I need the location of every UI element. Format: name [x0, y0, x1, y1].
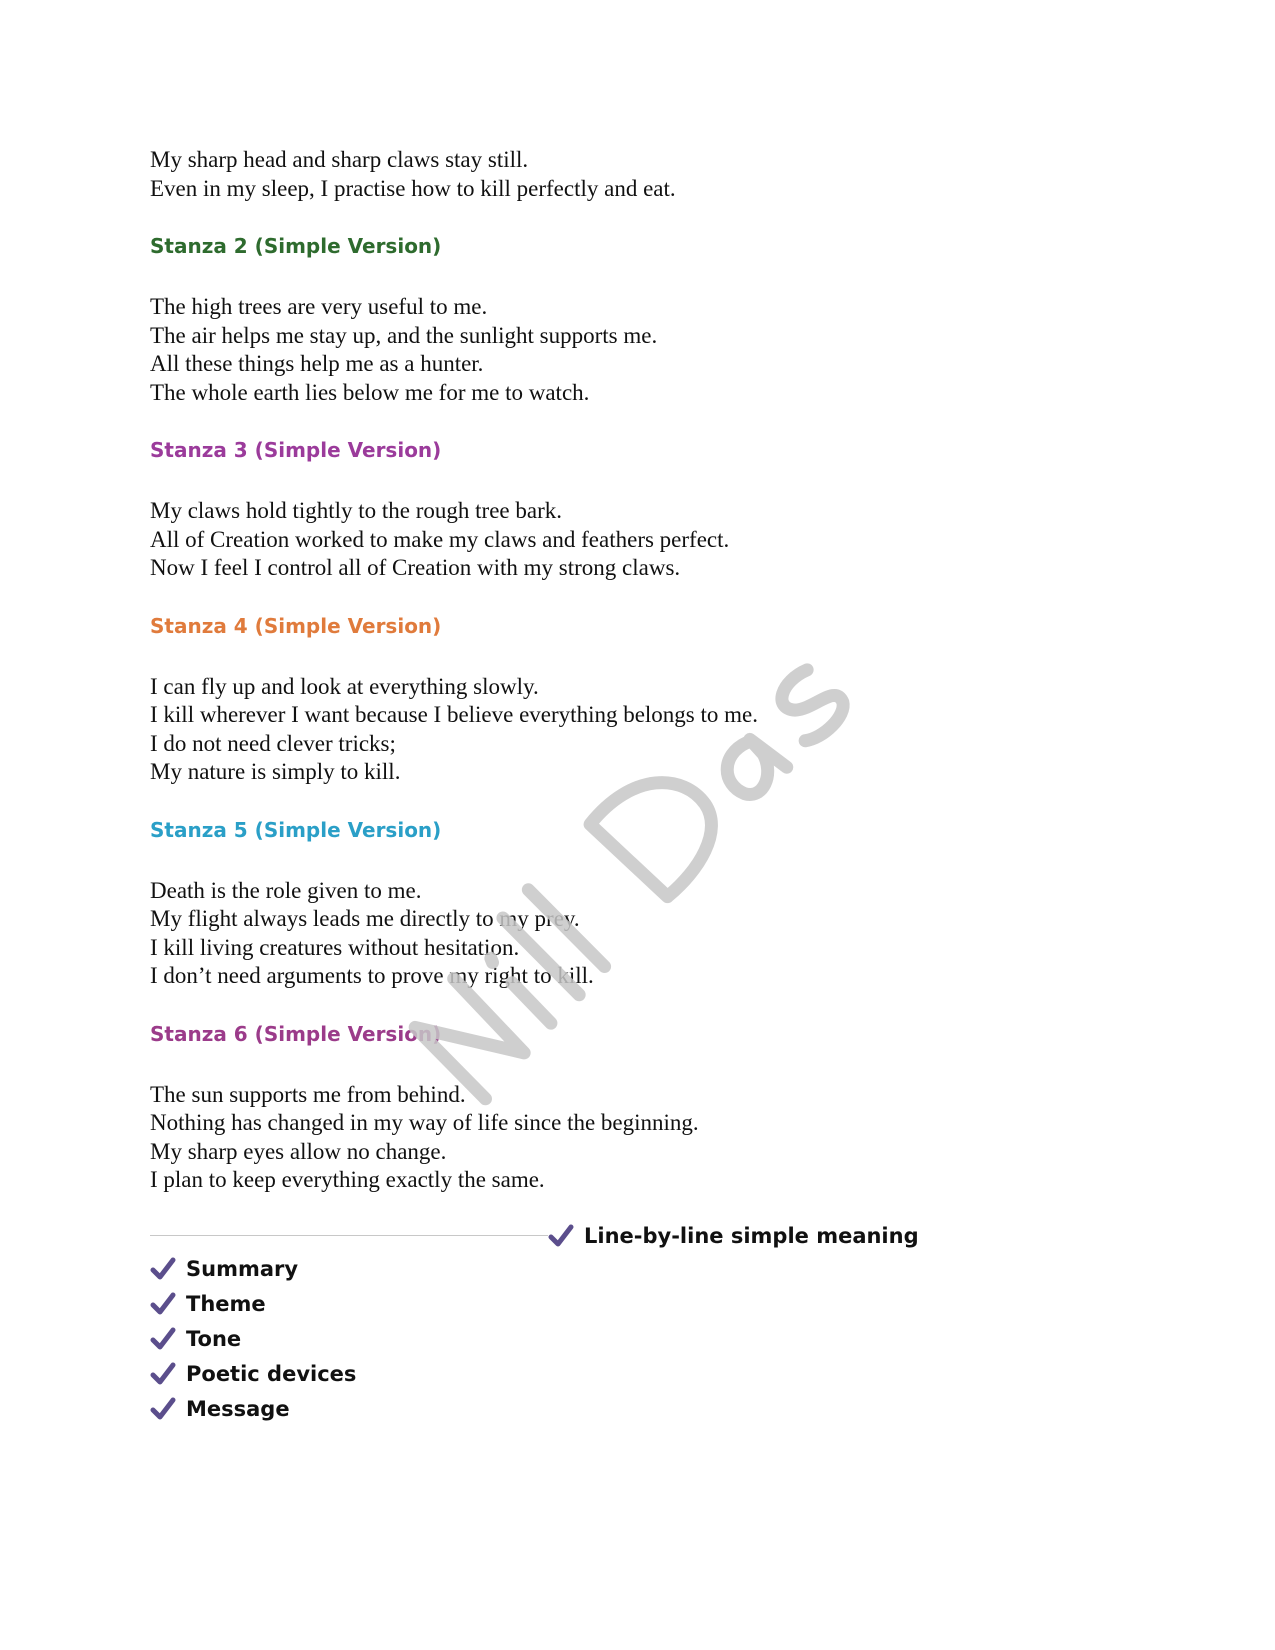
- checkmark-icon: [150, 1361, 176, 1387]
- checklist-item: [150, 1357, 1150, 1392]
- verse-line: I can fly up and look at everything slowly.: [150, 673, 539, 699]
- checklist-item-label: Tone: [186, 1327, 242, 1351]
- checklist-item-label: Line-by-line simple meaning: [584, 1224, 919, 1248]
- verse-line: I plan to keep everything exactly the same.: [150, 1167, 545, 1192]
- verse-line: The sun supports me from behind.: [150, 1081, 466, 1107]
- opening-lines: [150, 146, 1150, 203]
- horizontal-rule: [150, 1235, 548, 1236]
- checklist-first-row: [150, 1219, 1150, 1251]
- verse-line: My sharp eyes allow no change.: [150, 1138, 447, 1164]
- stanza-2: [150, 233, 1150, 407]
- verse-line: I do not need clever tricks;: [150, 730, 396, 756]
- verse-line: The whole earth lies below me for me to watch.: [150, 379, 590, 405]
- checklist-item: [150, 1252, 1150, 1287]
- stanza-heading: Stanza 2 (Simple Version): [150, 234, 442, 258]
- verse-line: Nothing has changed in my way of life since the beginning.: [150, 1110, 699, 1135]
- checklist-item-label: Message: [186, 1397, 290, 1421]
- verse-line: Death is the role given to me.: [150, 877, 422, 903]
- verse-line: Even in my sleep, I practise how to kill perfectly and eat.: [150, 175, 676, 201]
- checkmark-icon: [150, 1396, 176, 1422]
- stanza-6: [150, 1021, 1150, 1195]
- verse-line: I kill living creatures without hesitation.: [150, 934, 520, 960]
- checklist: [150, 1252, 1150, 1427]
- stanza-4: [150, 613, 1150, 787]
- checkmark-icon: [150, 1326, 176, 1352]
- checkmark-icon: [548, 1223, 574, 1249]
- stanza-heading: Stanza 3 (Simple Version): [150, 438, 442, 462]
- verse-line: I don’t need arguments to prove my right to kill.: [150, 963, 594, 988]
- checkmark-icon: [150, 1256, 176, 1282]
- checklist-item-label: Theme: [186, 1292, 266, 1316]
- checkmark-icon: [150, 1291, 176, 1317]
- checklist-item: [150, 1287, 1150, 1322]
- document-content: [150, 146, 1150, 1427]
- verse-line: The high trees are very useful to me.: [150, 294, 488, 319]
- stanza-heading: Stanza 5 (Simple Version): [150, 817, 442, 842]
- checklist-item-label: Summary: [186, 1257, 299, 1281]
- verse-line: I kill wherever I want because I believe everything belongs to me.: [150, 702, 758, 727]
- verse-line: My sharp head and sharp claws stay still.: [150, 147, 529, 172]
- checklist-item: [150, 1322, 1150, 1357]
- verse-line: My nature is simply to kill.: [150, 759, 401, 784]
- verse-line: All these things help me as a hunter.: [150, 351, 484, 376]
- stanza-5: [150, 817, 1150, 991]
- stanza-heading: Stanza 6 (Simple Version): [150, 1021, 442, 1046]
- verse-line: The air helps me stay up, and the sunlight supports me.: [150, 322, 658, 348]
- checklist-item-label: Poetic devices: [186, 1362, 357, 1386]
- stanza-3: [150, 437, 1150, 583]
- verse-line: All of Creation worked to make my claws and feathers perfect.: [150, 526, 730, 552]
- verse-line: My flight always leads me directly to my prey.: [150, 906, 580, 931]
- checklist-item: [150, 1392, 1150, 1427]
- verse-line: My claws hold tightly to the rough tree bark.: [150, 498, 563, 523]
- stanza-heading: Stanza 4 (Simple Version): [150, 613, 442, 638]
- checklist-item: [548, 1219, 919, 1254]
- verse-line: Now I feel I control all of Creation with my strong claws.: [150, 555, 681, 580]
